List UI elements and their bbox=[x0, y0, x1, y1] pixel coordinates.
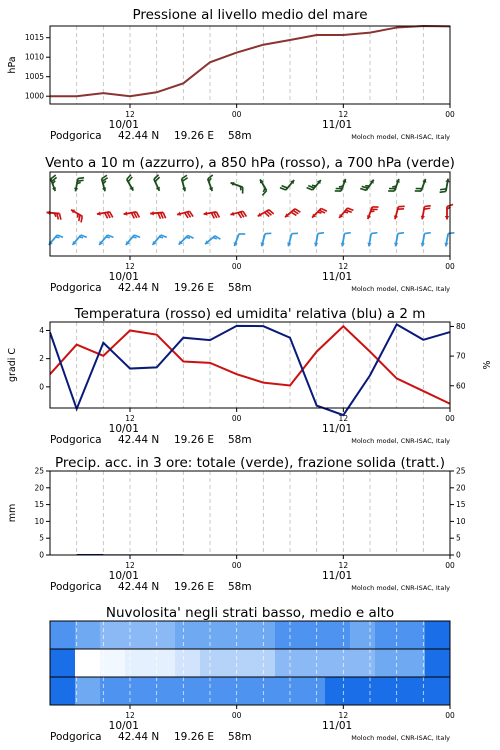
time-axis bbox=[50, 408, 455, 446]
date-label: 11/01 bbox=[321, 423, 353, 435]
wind-barb bbox=[74, 178, 84, 192]
cloud-cell bbox=[125, 677, 151, 706]
pressure-line bbox=[50, 26, 450, 96]
barb-feather bbox=[318, 212, 322, 213]
barb-feather bbox=[106, 237, 110, 238]
time-axis bbox=[50, 555, 455, 593]
wind-barb bbox=[179, 235, 194, 244]
y-tick-label: 0 bbox=[39, 382, 44, 392]
wind-barb bbox=[367, 207, 379, 219]
cloud-cell bbox=[350, 677, 376, 706]
barb-feather bbox=[312, 185, 316, 186]
latitude: 42.44 N bbox=[118, 581, 160, 593]
time-tick-label: 12 bbox=[125, 262, 135, 271]
date-label: 11/01 bbox=[321, 570, 353, 582]
y-tick-label: 2 bbox=[39, 354, 44, 364]
y2-tick-label: 0 bbox=[456, 550, 461, 560]
wind-barb bbox=[258, 210, 274, 217]
cloud-cell bbox=[125, 621, 151, 650]
credit-label: Moloch model, CNR-ISAC, Italy bbox=[351, 437, 450, 445]
barb-feather bbox=[344, 233, 350, 234]
barb-feather bbox=[78, 178, 84, 179]
barb-feather bbox=[280, 188, 286, 190]
y-tick-label: 1010 bbox=[24, 52, 44, 62]
barb-feather bbox=[56, 237, 60, 238]
cloud-cell bbox=[400, 677, 426, 706]
time-tick-label: 00 bbox=[231, 110, 242, 119]
cloud-cell bbox=[250, 677, 276, 706]
wind-barb bbox=[307, 180, 321, 190]
barb-feather bbox=[424, 206, 430, 207]
latitude: 42.44 N bbox=[118, 731, 160, 743]
cloud-cell bbox=[250, 649, 276, 678]
time-tick-label: 12 bbox=[338, 110, 349, 119]
cloud-cell bbox=[325, 621, 351, 650]
wind-barb bbox=[421, 233, 431, 247]
barb-feather bbox=[282, 186, 288, 188]
y-tick-label: 20 bbox=[34, 483, 44, 493]
time-tick-label: 00 bbox=[445, 262, 455, 271]
cloud-cell bbox=[400, 621, 426, 650]
barb-feather bbox=[424, 233, 430, 234]
barb-feather bbox=[161, 213, 164, 219]
latitude: 42.44 N bbox=[118, 282, 160, 294]
cloud-cell bbox=[75, 677, 101, 706]
time-axis bbox=[50, 104, 455, 142]
station-name: Podgorica bbox=[50, 130, 102, 142]
barb-feather bbox=[77, 180, 83, 181]
barb-feather bbox=[59, 214, 60, 220]
location-line bbox=[50, 434, 252, 446]
cloud-cell bbox=[225, 649, 251, 678]
time-axis bbox=[50, 256, 455, 294]
cloud-cell bbox=[50, 621, 76, 650]
y2-axis-label: % bbox=[482, 360, 493, 370]
cloud-cell bbox=[100, 621, 126, 650]
location-line bbox=[50, 130, 252, 142]
barb-feather bbox=[158, 213, 161, 219]
barb-feather bbox=[424, 208, 430, 209]
time-tick-label: 12 bbox=[338, 414, 349, 423]
date-label: 11/01 bbox=[321, 119, 353, 131]
elevation: 58m bbox=[228, 434, 252, 446]
wind-barb bbox=[444, 233, 454, 247]
wind-barb bbox=[234, 234, 246, 246]
barb-feather bbox=[440, 191, 446, 192]
cloud-cell bbox=[100, 649, 126, 678]
y2-tick-label: 20 bbox=[456, 483, 466, 493]
cloud-cell bbox=[200, 677, 226, 706]
cloud-cell bbox=[300, 649, 326, 678]
longitude: 19.26 E bbox=[174, 731, 215, 743]
barb-feather bbox=[348, 208, 354, 210]
wind-barb bbox=[421, 206, 431, 220]
time-tick-label: 00 bbox=[231, 414, 242, 423]
date-label: 10/01 bbox=[108, 720, 139, 732]
wind-barb bbox=[360, 180, 374, 191]
longitude: 19.26 E bbox=[174, 130, 215, 142]
station-name: Podgorica bbox=[50, 282, 102, 294]
y2-tick-label: 10 bbox=[456, 516, 466, 526]
cloud-panel bbox=[50, 605, 451, 706]
y-tick-label: 10 bbox=[34, 516, 44, 526]
cloud-cell bbox=[150, 649, 176, 678]
date-label: 10/01 bbox=[108, 119, 139, 131]
cloud-cell bbox=[150, 621, 176, 650]
y2-tick-label: 70 bbox=[456, 351, 466, 361]
cloud-cell bbox=[325, 677, 351, 706]
y-axis-label: hPa bbox=[7, 56, 18, 74]
wind-barb bbox=[182, 175, 188, 191]
y-tick-label: 5 bbox=[39, 533, 44, 543]
wind-barb bbox=[99, 235, 113, 245]
date-label: 10/01 bbox=[108, 423, 139, 435]
cloud-cell bbox=[275, 677, 301, 706]
credit-label: Moloch model, CNR-ISAC, Italy bbox=[351, 133, 450, 141]
time-tick-label: 00 bbox=[445, 414, 455, 423]
station-name: Podgorica bbox=[50, 581, 102, 593]
y-tick-label: 0 bbox=[39, 550, 44, 560]
wind-barb bbox=[49, 235, 63, 245]
wind-barb bbox=[177, 211, 193, 218]
cloud-cell bbox=[300, 677, 326, 706]
chart-title: Temperatura (rosso) ed umidita' relativa (blu) a 2 m bbox=[74, 306, 426, 322]
y2-tick-label: 25 bbox=[456, 466, 466, 476]
barb-feather bbox=[448, 233, 454, 234]
y-tick-label: 15 bbox=[34, 500, 44, 510]
time-tick-label: 12 bbox=[125, 711, 135, 720]
time-tick-label: 12 bbox=[125, 414, 135, 423]
wind-barb bbox=[440, 179, 450, 193]
cloud-cell bbox=[275, 621, 301, 650]
cloud-cell bbox=[400, 649, 426, 678]
wind-barb bbox=[287, 233, 298, 246]
barb-feather bbox=[339, 186, 343, 187]
time-tick-label: 00 bbox=[445, 711, 455, 720]
station-name: Podgorica bbox=[50, 731, 102, 743]
wind-barb bbox=[150, 211, 165, 219]
wind-barb bbox=[445, 205, 453, 220]
y-tick-label: 1005 bbox=[24, 72, 44, 82]
elevation: 58m bbox=[228, 282, 252, 294]
plot-frame bbox=[50, 471, 450, 555]
temp-humidity-panel bbox=[7, 306, 493, 415]
elevation: 58m bbox=[228, 581, 252, 593]
barb-feather bbox=[186, 237, 190, 238]
barb-feather bbox=[360, 189, 366, 191]
chart-title: Nuvolosita' negli strati basso, medio e alto bbox=[105, 605, 395, 621]
y-axis-label: mm bbox=[7, 503, 18, 523]
credit-label: Moloch model, CNR-ISAC, Italy bbox=[351, 734, 450, 742]
credit-label: Moloch model, CNR-ISAC, Italy bbox=[351, 285, 450, 293]
barb-feather bbox=[392, 186, 396, 187]
barb-feather bbox=[398, 233, 404, 234]
wind-barb bbox=[394, 233, 404, 247]
wind-barb bbox=[367, 233, 377, 247]
barb-feather bbox=[371, 233, 377, 234]
wind-barb bbox=[312, 208, 327, 217]
cloud-cell bbox=[175, 677, 201, 706]
date-label: 11/01 bbox=[321, 271, 353, 283]
cloud-cell bbox=[225, 621, 251, 650]
chart-title: Pressione al livello medio del mare bbox=[132, 7, 368, 23]
cloud-cell bbox=[325, 649, 351, 678]
wind-barb bbox=[204, 211, 220, 218]
elevation: 58m bbox=[228, 731, 252, 743]
barb-feather bbox=[213, 237, 217, 238]
y2-tick-label: 80 bbox=[456, 321, 466, 331]
wind-barb bbox=[152, 235, 166, 245]
wind-panel bbox=[45, 155, 455, 256]
time-tick-label: 12 bbox=[338, 561, 349, 570]
location-line bbox=[50, 731, 252, 743]
elevation: 58m bbox=[228, 130, 252, 142]
barb-head bbox=[150, 211, 154, 215]
cloud-cell bbox=[200, 621, 226, 650]
cloud-cell bbox=[275, 649, 301, 678]
wind-barb bbox=[205, 236, 220, 244]
plot-frame bbox=[50, 26, 450, 104]
cloud-cell bbox=[225, 677, 251, 706]
wind-barb bbox=[335, 179, 347, 191]
cloud-cell bbox=[425, 621, 451, 650]
y-tick-label: 4 bbox=[39, 325, 44, 335]
wind-barb bbox=[102, 175, 108, 191]
time-tick-label: 12 bbox=[125, 110, 135, 119]
cloud-cell bbox=[425, 649, 451, 678]
cloud-cell bbox=[50, 677, 76, 706]
barb-feather bbox=[163, 212, 166, 218]
barb-feather bbox=[240, 186, 241, 190]
barb-feather bbox=[79, 237, 83, 238]
wind-barb bbox=[51, 175, 57, 191]
wind-barb bbox=[285, 209, 300, 217]
cloud-cell bbox=[75, 649, 101, 678]
chart-title: Vento a 10 m (azzurro), a 850 hPa (rosso), a 700 hPa (verde) bbox=[45, 155, 455, 171]
wind-barb bbox=[260, 233, 271, 246]
barb-head bbox=[445, 216, 449, 220]
cloud-cell bbox=[75, 621, 101, 650]
wind-barb bbox=[339, 208, 353, 218]
plot-frame bbox=[50, 322, 450, 408]
wind-barb bbox=[314, 233, 324, 247]
cloud-cell bbox=[200, 649, 226, 678]
wind-barb bbox=[97, 211, 113, 218]
wind-barb bbox=[388, 179, 400, 191]
latitude: 42.44 N bbox=[118, 434, 160, 446]
longitude: 19.26 E bbox=[174, 581, 215, 593]
location-line bbox=[50, 581, 252, 593]
y-tick-label: 1000 bbox=[24, 91, 44, 101]
time-tick-label: 00 bbox=[231, 711, 242, 720]
time-tick-label: 00 bbox=[231, 561, 242, 570]
wind-barb bbox=[208, 175, 213, 191]
barb-feather bbox=[318, 233, 324, 234]
wind-barb bbox=[126, 235, 140, 245]
date-label: 10/01 bbox=[108, 271, 139, 283]
pressure-panel bbox=[7, 7, 450, 104]
cloud-cell bbox=[150, 677, 176, 706]
wind-barb bbox=[341, 233, 351, 247]
cloud-cell bbox=[300, 621, 326, 650]
cloud-cell bbox=[175, 649, 201, 678]
cloud-cell bbox=[250, 621, 276, 650]
chart-title: Precip. acc. in 3 ore: totale (verde), frazione solida (tratt.) bbox=[55, 455, 445, 471]
latitude: 42.44 N bbox=[118, 130, 160, 142]
y-tick-label: 1015 bbox=[24, 33, 44, 43]
longitude: 19.26 E bbox=[174, 282, 215, 294]
time-tick-label: 12 bbox=[338, 711, 349, 720]
cloud-cell bbox=[350, 649, 376, 678]
longitude: 19.26 E bbox=[174, 434, 215, 446]
humidity-line bbox=[50, 324, 450, 415]
y-tick-label: 25 bbox=[34, 466, 44, 476]
barb-feather bbox=[362, 186, 368, 188]
credit-label: Moloch model, CNR-ISAC, Italy bbox=[351, 584, 450, 592]
time-tick-label: 12 bbox=[125, 561, 135, 570]
barb-feather bbox=[344, 212, 348, 213]
date-label: 10/01 bbox=[108, 570, 139, 582]
y2-tick-label: 15 bbox=[456, 500, 466, 510]
cloud-cell bbox=[175, 621, 201, 650]
wind-barb bbox=[415, 179, 427, 191]
location-line bbox=[50, 282, 252, 294]
cloud-cell bbox=[50, 649, 76, 678]
wind-barb bbox=[72, 235, 86, 245]
cloud-cell bbox=[100, 677, 126, 706]
y2-tick-label: 5 bbox=[456, 533, 461, 543]
barb-feather bbox=[440, 189, 446, 190]
date-label: 11/01 bbox=[321, 720, 353, 732]
wind-barb bbox=[124, 211, 140, 218]
precip-panel bbox=[7, 455, 466, 560]
y-axis-label: gradi C bbox=[7, 347, 18, 383]
barb-feather bbox=[159, 237, 163, 238]
barb-feather bbox=[307, 188, 313, 190]
time-axis bbox=[50, 705, 455, 743]
wind-barb bbox=[230, 211, 246, 218]
station-name: Podgorica bbox=[50, 434, 102, 446]
cloud-cell bbox=[350, 621, 376, 650]
time-tick-label: 00 bbox=[231, 262, 242, 271]
barb-feather bbox=[133, 237, 137, 238]
cloud-cell bbox=[125, 649, 151, 678]
y2-tick-label: 60 bbox=[456, 381, 466, 391]
barb-feather bbox=[79, 215, 80, 221]
wind-barb bbox=[394, 206, 405, 219]
time-tick-label: 00 bbox=[445, 561, 455, 570]
time-tick-label: 00 bbox=[445, 110, 455, 119]
wind-barb bbox=[280, 180, 294, 190]
barb-feather bbox=[370, 211, 374, 212]
cloud-cell bbox=[425, 677, 451, 706]
wind-barb bbox=[47, 211, 61, 220]
barb-feather bbox=[81, 216, 82, 222]
time-tick-label: 12 bbox=[338, 262, 349, 271]
